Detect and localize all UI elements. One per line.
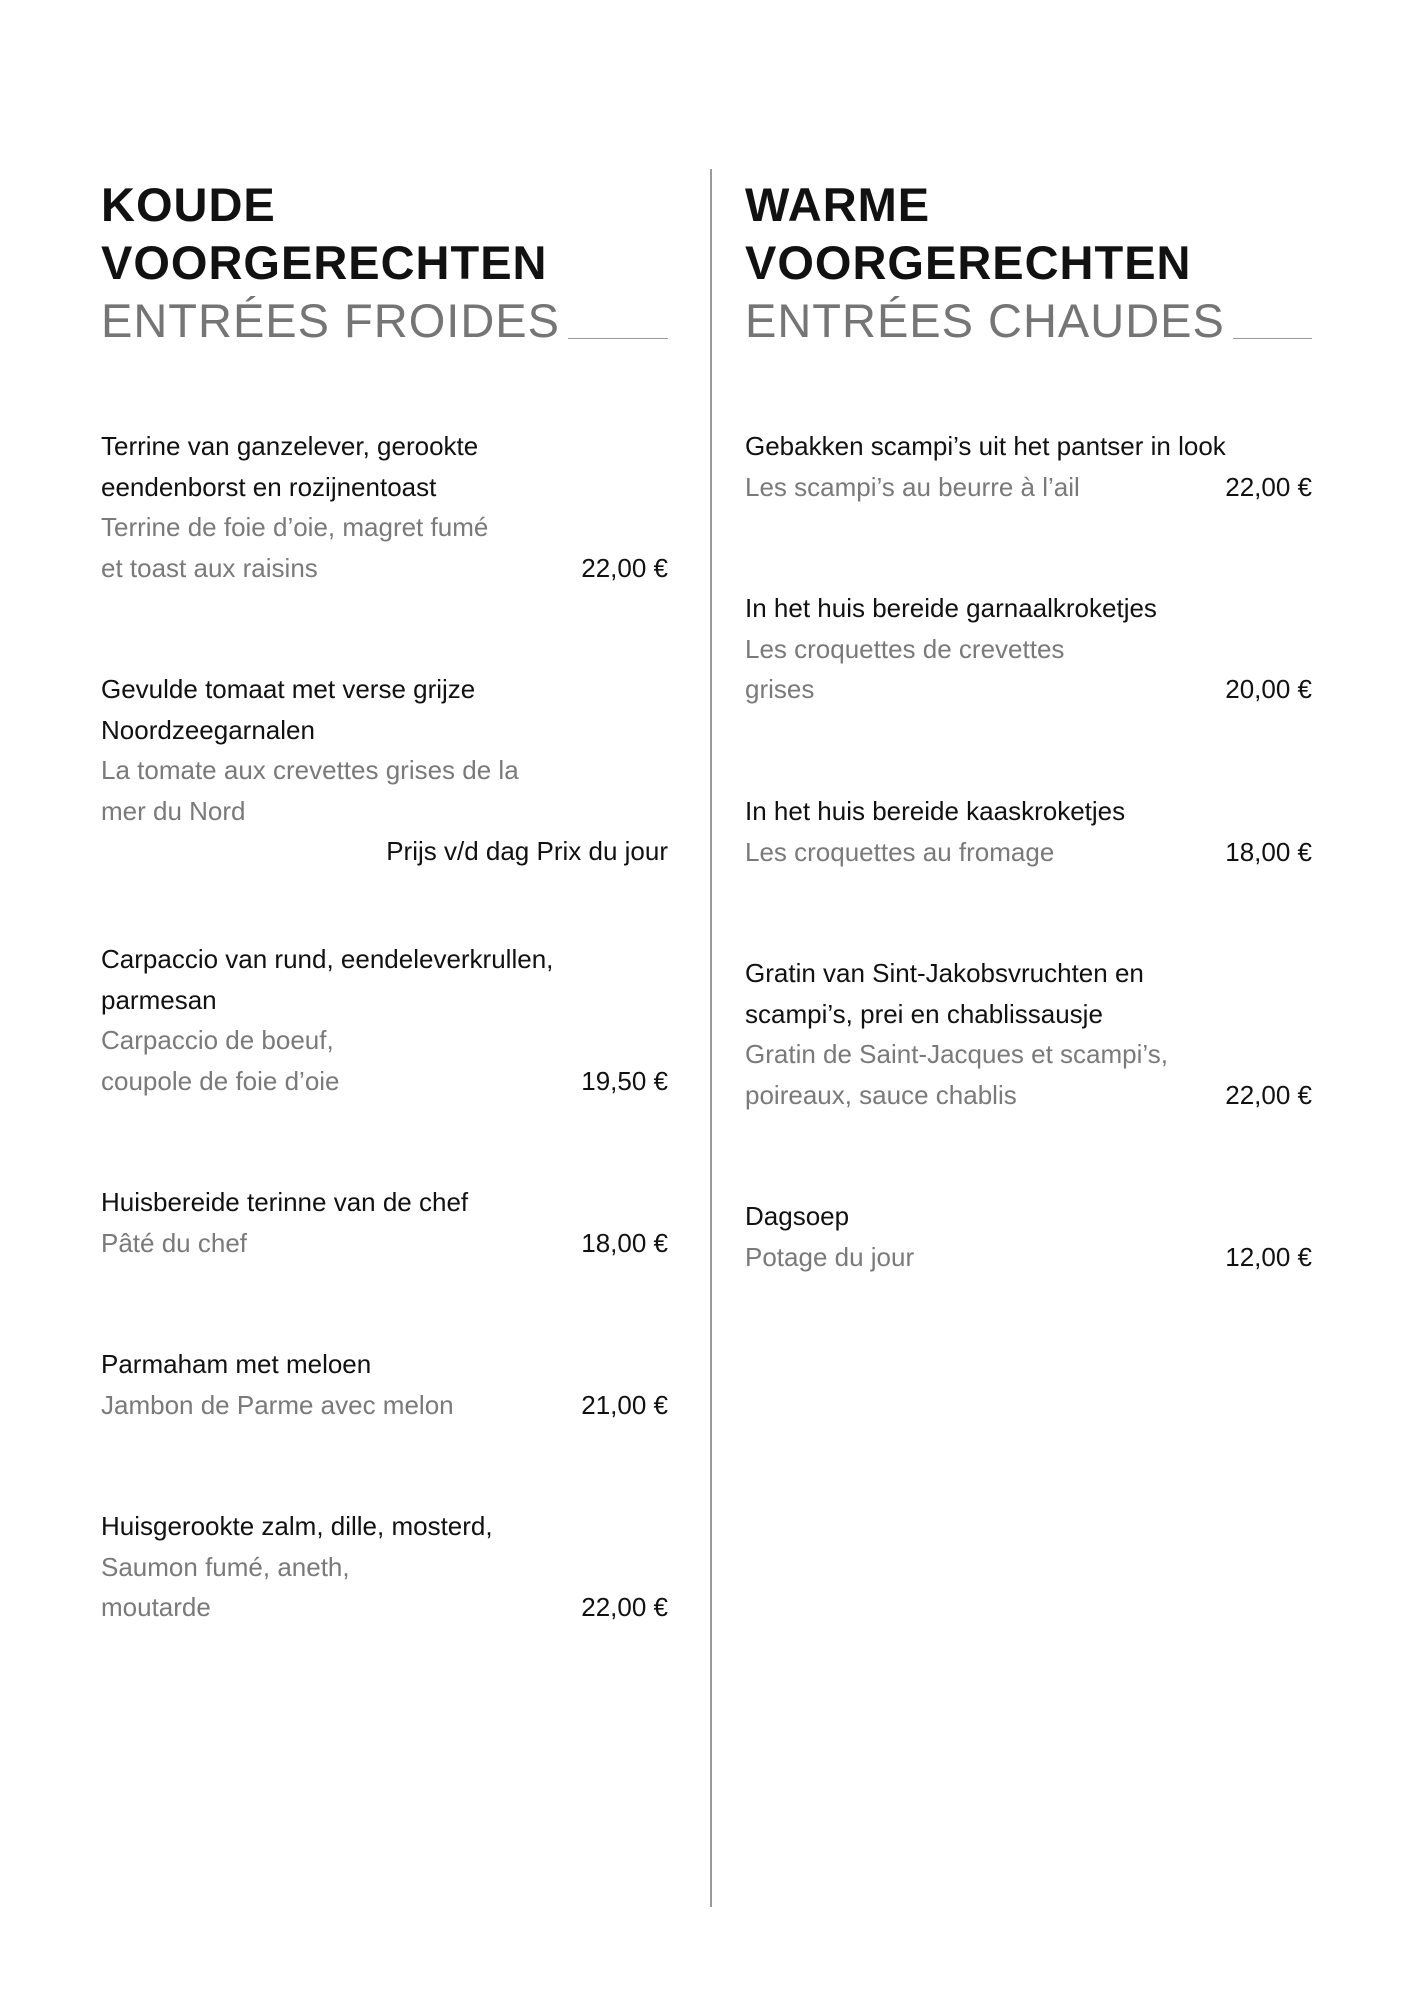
dish-name-fr: poireaux, sauce chablis	[745, 1079, 1017, 1110]
dish-name-nl: Dagsoep	[745, 1201, 850, 1231]
menu-item	[101, 939, 668, 1101]
menu-item	[745, 426, 1312, 507]
menu-item	[101, 1506, 668, 1628]
price-row	[101, 1385, 668, 1426]
column-divider	[710, 169, 712, 1907]
dish-name-nl: scampi’s, prei en chablissausje	[745, 998, 1103, 1029]
price: 18,00 €	[1225, 836, 1312, 867]
dish-name-fr: Terrine de foie d’oie, magret fumé	[101, 512, 489, 542]
section-title-fr: ENTRÉES FROIDES	[101, 294, 560, 347]
dish-name-nl: Huisgerookte zalm, dille, mosterd,	[101, 1511, 493, 1541]
menu-item	[745, 791, 1312, 872]
price-row	[101, 1587, 668, 1628]
section-title-fr-row	[101, 292, 668, 350]
dish-name-fr: La tomate aux crevettes grises de la	[101, 755, 519, 785]
section-title-nl: WARME VOORGERECHTEN	[745, 178, 1192, 289]
dish-name-fr: Saumon fumé, aneth,	[101, 1551, 350, 1582]
cold-starters-column	[101, 176, 668, 1622]
dish-name-fr: et toast aux raisins	[101, 552, 318, 583]
dish-name-fr: Carpaccio de boeuf,	[101, 1025, 334, 1055]
dish-name-fr: coupole de foie d’oie	[101, 1065, 340, 1096]
dish-name-nl: parmesan	[101, 984, 217, 1015]
hot-starters-column	[745, 176, 1312, 1272]
price: 22,00 €	[1225, 471, 1312, 502]
dish-name-nl: eendenborst en rozijnentoast	[101, 471, 437, 502]
menu-item	[101, 1344, 668, 1425]
price-row	[745, 467, 1312, 508]
price: Prijs v/d dag Prix du jour	[386, 836, 668, 866]
dish-name-nl: In het huis bereide garnaalkroketjes	[745, 593, 1157, 623]
dish-name-nl: Gebakken scampi’s uit het pantser in look	[745, 431, 1226, 461]
price: 22,00 €	[1225, 1079, 1312, 1110]
price: 20,00 €	[1225, 674, 1312, 704]
dish-name-fr: mer du Nord	[101, 795, 246, 826]
dish-name-nl: Carpaccio van rund, eendeleverkrullen,	[101, 944, 554, 974]
dish-name-nl: Gevulde tomaat met verse grijze	[101, 674, 476, 704]
price-row	[101, 1223, 668, 1264]
price: 19,50 €	[581, 1065, 668, 1096]
menu-item	[745, 953, 1312, 1115]
dish-name-nl: In het huis bereide kaaskroketjes	[745, 796, 1126, 826]
section-title-fr-row	[745, 292, 1312, 350]
price: 18,00 €	[581, 1227, 668, 1258]
heading-rule	[568, 338, 668, 339]
price-row	[745, 1237, 1312, 1278]
price-row	[101, 1061, 668, 1102]
heading-rule	[1233, 338, 1312, 339]
dish-name-nl: Parmaham met meloen	[101, 1349, 372, 1379]
section-title-nl: KOUDE VOORGERECHTEN	[101, 178, 548, 289]
price: 22,00 €	[581, 1592, 668, 1622]
dish-name-fr: moutarde	[101, 1592, 211, 1622]
dish-name-fr: Les croquettes de crevettes	[745, 633, 1065, 664]
dish-name-fr: Les scampi’s au beurre à l’ail	[745, 471, 1080, 502]
menu-item	[101, 669, 668, 872]
dish-name-fr: Les croquettes au fromage	[745, 836, 1055, 867]
price: 21,00 €	[581, 1389, 668, 1420]
menu-item	[745, 588, 1312, 710]
menu-item	[101, 1182, 668, 1263]
dish-name-nl: Gratin van Sint-Jakobsvruchten en	[745, 958, 1144, 988]
dish-name-fr: Pâté du chef	[101, 1227, 247, 1258]
dish-name-nl: Huisbereide terinne van de chef	[101, 1187, 469, 1217]
dish-name-nl: Terrine van ganzelever, gerookte	[101, 431, 479, 461]
menu-item	[101, 426, 668, 588]
price-row	[745, 832, 1312, 873]
menu-item	[745, 1196, 1312, 1277]
price-row	[745, 1075, 1312, 1116]
price-row	[101, 548, 668, 589]
dish-name-fr: grises	[745, 674, 815, 704]
price-row	[745, 669, 1312, 710]
dish-name-fr: Jambon de Parme avec melon	[101, 1389, 454, 1420]
price: 22,00 €	[581, 552, 668, 583]
price: 12,00 €	[1225, 1241, 1312, 1272]
dish-name-fr: Potage du jour	[745, 1241, 915, 1272]
dish-name-fr: Gratin de Saint-Jacques et scampi’s,	[745, 1039, 1168, 1069]
dish-name-nl: Noordzeegarnalen	[101, 714, 315, 745]
section-title-fr: ENTRÉES CHAUDES	[745, 294, 1225, 347]
